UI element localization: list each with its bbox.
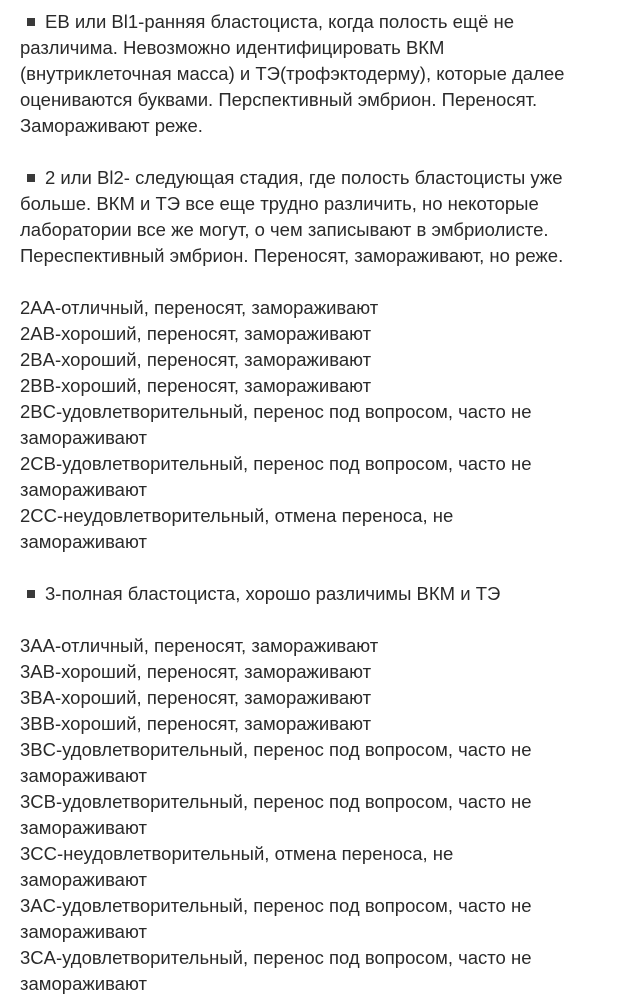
grade-item: 2CC-неудовлетворительный, отмена переноса, не (20, 505, 454, 526)
square-bullet-icon (27, 174, 35, 182)
text-line: Замораживают реже. (20, 115, 203, 136)
text-line: 3-полная бластоциста, хорошо различимы ВКМ и ТЭ (45, 583, 501, 604)
text-line: ЕВ или Bl1-ранняя бластоциста, когда полость ещё не (45, 11, 515, 32)
square-bullet-icon (27, 590, 35, 598)
grade-item-continued: замораживают (20, 479, 147, 500)
grade-item-continued: замораживают (20, 973, 147, 994)
grade-list-stage-2 (20, 295, 620, 555)
grade-item: 3CA-удовлетворительный, перенос под вопросом, часто не (20, 947, 532, 968)
text-line: Переспективный эмбрион. Переносят, замораживают, но реже. (20, 245, 564, 266)
section-blastocyst-stage-3 (20, 581, 620, 607)
grade-list-stage-3 (20, 633, 620, 997)
grade-item-continued: замораживают (20, 531, 147, 552)
grade-item: 2CB-удовлетворительный, перенос под вопросом, часто не (20, 453, 532, 474)
section-blastocyst-stage-2 (20, 165, 620, 269)
text-line: больше. ВКМ и ТЭ все еще трудно различить, но некоторые (20, 193, 539, 214)
grade-item: 3AB-хороший, переносят, замораживают (20, 661, 372, 682)
paragraph-gap (20, 139, 620, 165)
grade-item: 3AA-отличный, переносят, замораживают (20, 635, 379, 656)
grade-item: 3BC-удовлетворительный, перенос под вопросом, часто не (20, 739, 532, 760)
grade-item: 3AC-удовлетворительный, перенос под вопросом, часто не (20, 895, 532, 916)
grade-item: 3CB-удовлетворительный, перенос под вопросом, часто не (20, 791, 532, 812)
text-line: 2 или Bl2- следующая стадия, где полость бластоцисты уже (45, 167, 563, 188)
text-line: лаборатории все же могут, о чем записывают в эмбриолисте. (20, 219, 549, 240)
grade-item-continued: замораживают (20, 765, 147, 786)
text-line: оцениваются буквами. Перспективный эмбрион. Переносят. (20, 89, 538, 110)
grade-item: 2BB-хороший, переносят, замораживают (20, 375, 372, 396)
grade-item: 2AB-хороший, переносят, замораживают (20, 323, 372, 344)
grade-item: 2AA-отличный, переносят, замораживают (20, 297, 379, 318)
grade-item-continued: замораживают (20, 869, 147, 890)
grade-item: 2BA-хороший, переносят, замораживают (20, 349, 372, 370)
grade-item-continued: замораживают (20, 427, 147, 448)
text-line: различима. Невозможно идентифицировать ВКМ (20, 37, 445, 58)
grade-item-continued: замораживают (20, 921, 147, 942)
grade-item: 3BB-хороший, переносят, замораживают (20, 713, 372, 734)
grade-item: 3BA-хороший, переносят, замораживают (20, 687, 372, 708)
square-bullet-icon (27, 18, 35, 26)
text-line: (внутриклеточная масса) и ТЭ(трофэктодерму), которые далее (20, 63, 565, 84)
grade-item: 3CC-неудовлетворительный, отмена переноса, не (20, 843, 454, 864)
paragraph-gap (20, 607, 620, 633)
grade-item-continued: замораживают (20, 817, 147, 838)
grade-item: 2BC-удовлетворительный, перенос под вопросом, часто не (20, 401, 532, 422)
section-blastocyst-stage-1 (20, 9, 620, 139)
paragraph-gap (20, 269, 620, 295)
paragraph-gap (20, 555, 620, 581)
